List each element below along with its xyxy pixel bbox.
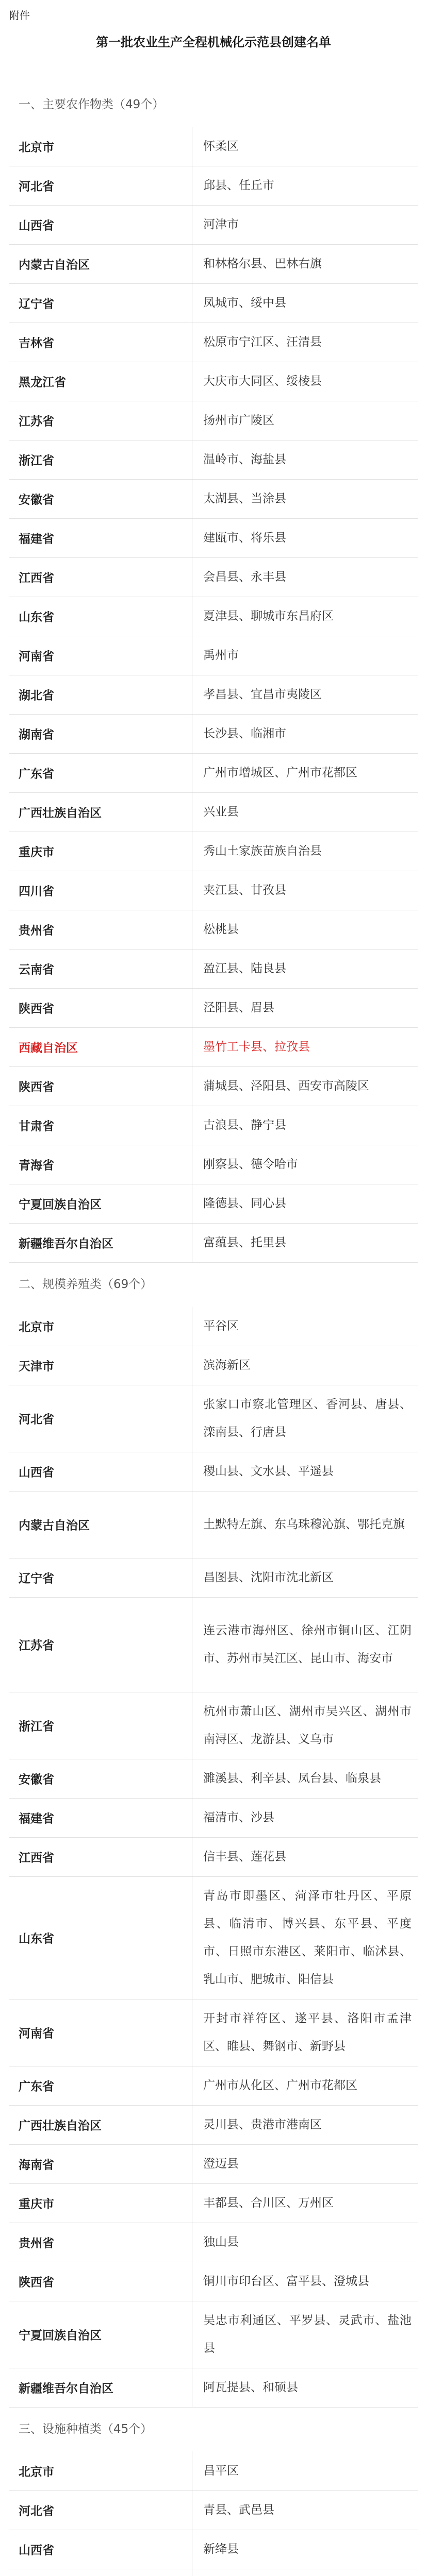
province-name: 江苏省 — [19, 415, 54, 429]
unit-list: 丰都县、合川区、万州区 — [203, 2196, 334, 2210]
table-row — [0, 1066, 427, 1106]
row-divider — [9, 1262, 418, 1263]
province-name: 山东省 — [19, 1932, 54, 1946]
unit-list: 濉溪县、利辛县、凤台县、临泉县 — [203, 1772, 381, 1785]
table-row — [0, 2451, 427, 2490]
table-row — [0, 2368, 427, 2407]
table-row — [0, 2530, 427, 2569]
table-row — [0, 792, 427, 832]
province-name: 福建省 — [19, 1812, 54, 1826]
province-name: 西藏自治区 — [19, 1041, 78, 1055]
table-row — [0, 988, 427, 1027]
table-row — [0, 244, 427, 283]
unit-list: 孝昌县、宜昌市夷陵区 — [203, 688, 322, 701]
table-row — [0, 479, 427, 518]
table-row — [0, 1145, 427, 1184]
province-name: 内蒙古自治区 — [19, 1519, 90, 1533]
table-row — [0, 1307, 427, 1346]
province-name: 陕西省 — [19, 2276, 54, 2290]
table-row — [0, 1876, 427, 1999]
table-row — [0, 871, 427, 910]
province-name: 海南省 — [19, 2158, 54, 2172]
attachment-label: 附件 — [9, 9, 30, 22]
unit-list: 连云港市海州区、徐州市铜山区、江阴市、苏州市吴江区、昆山市、海安市 — [203, 1624, 412, 1665]
table-row — [0, 205, 427, 244]
province-name: 福建省 — [19, 532, 54, 546]
page-title: 第一批农业生产全程机械化示范县创建名单 — [96, 35, 331, 49]
table-row — [0, 127, 427, 166]
unit-list: 秀山土家族苗族自治县 — [203, 844, 322, 858]
table-row — [0, 440, 427, 479]
unit-list: 松原市宁江区、汪清县 — [203, 335, 322, 349]
row-divider — [9, 2407, 418, 2408]
unit-list: 和林格尔县、巴林右旗 — [203, 257, 322, 270]
province-name: 陕西省 — [19, 1080, 54, 1094]
unit-list: 扬州市广陵区 — [203, 414, 274, 427]
table-row — [0, 518, 427, 557]
province-name: 广西壮族自治区 — [19, 806, 102, 820]
table-row — [0, 1027, 427, 1066]
province-name: 黑龙江省 — [19, 376, 66, 389]
table-row — [0, 675, 427, 714]
table-row — [0, 714, 427, 753]
unit-list: 邱县、任丘市 — [203, 179, 274, 192]
section-heading: 二、规模养殖类（69个） — [19, 1278, 153, 1291]
province-name: 甘肃省 — [19, 1120, 54, 1133]
province-name: 山西省 — [19, 2544, 54, 2557]
province-name: 宁夏回族自治区 — [19, 1198, 102, 1212]
province-name: 河北省 — [19, 2504, 54, 2518]
province-name: 重庆市 — [19, 845, 54, 859]
table-row — [0, 1999, 427, 2066]
province-name: 四川省 — [19, 885, 54, 899]
province-name: 湖南省 — [19, 728, 54, 742]
province-name: 山东省 — [19, 611, 54, 624]
unit-list: 隆德县、同心县 — [203, 1197, 286, 1210]
unit-list: 富蕴县、托里县 — [203, 1236, 286, 1249]
table-row — [0, 1759, 427, 1798]
unit-list: 会昌县、永丰县 — [203, 570, 286, 584]
unit-list: 建瓯市、将乐县 — [203, 531, 286, 545]
table-row — [0, 636, 427, 675]
province-name: 广东省 — [19, 767, 54, 781]
province-name: 贵州省 — [19, 924, 54, 938]
table-row — [0, 2066, 427, 2105]
table-row — [0, 323, 427, 362]
unit-list: 墨竹工卡县、拉孜县 — [203, 1040, 310, 1054]
province-name: 辽宁省 — [19, 297, 54, 311]
unit-list: 信丰县、莲花县 — [203, 1850, 286, 1863]
table-row — [0, 557, 427, 597]
unit-list: 阿瓦提县、和硕县 — [203, 2381, 298, 2394]
province-name: 青海省 — [19, 1159, 54, 1173]
province-name: 江苏省 — [19, 1639, 54, 1653]
table-row — [0, 283, 427, 323]
province-name: 江西省 — [19, 1851, 54, 1865]
table-row — [0, 1837, 427, 1876]
province-name: 北京市 — [19, 2465, 54, 2479]
table-row — [0, 2490, 427, 2530]
unit-list: 平谷区 — [203, 1319, 239, 1333]
unit-list: 蒲城县、泾阳县、西安市高陵区 — [203, 1079, 369, 1093]
province-name: 重庆市 — [19, 2197, 54, 2211]
unit-list: 太湖县、当涂县 — [203, 492, 286, 505]
table-row — [0, 2144, 427, 2183]
table-row — [0, 1798, 427, 1837]
table-row — [0, 1491, 427, 1558]
unit-list: 怀柔区 — [203, 140, 239, 153]
unit-list: 夏津县、聊城市东昌府区 — [203, 609, 334, 623]
province-name: 安徽省 — [19, 1773, 54, 1787]
table-row — [0, 2262, 427, 2301]
unit-list: 兴业县 — [203, 805, 239, 819]
table-row — [0, 753, 427, 792]
unit-list: 夹江县、甘孜县 — [203, 884, 286, 897]
unit-list: 泾阳县、眉县 — [203, 1001, 274, 1014]
province-name: 内蒙古自治区 — [19, 258, 90, 272]
table-row — [0, 597, 427, 636]
table-row — [0, 1223, 427, 1262]
table-row — [0, 362, 427, 401]
table-row — [0, 1385, 427, 1452]
unit-list: 禹州市 — [203, 649, 239, 662]
table-row — [0, 832, 427, 871]
province-name: 河北省 — [19, 1413, 54, 1427]
province-name: 北京市 — [19, 1320, 54, 1334]
unit-list: 张家口市察北管理区、香河县、唐县、滦南县、行唐县 — [203, 1398, 412, 1439]
province-name: 云南省 — [19, 963, 54, 977]
unit-list: 滨海新区 — [203, 1359, 251, 1372]
table-row — [0, 2183, 427, 2223]
table-row — [0, 2569, 427, 2576]
unit-list: 刚察县、德令哈市 — [203, 1158, 298, 1171]
table-row — [0, 401, 427, 440]
unit-list: 吴忠市利通区、平罗县、灵武市、盐池县 — [203, 2314, 412, 2355]
province-name: 河北省 — [19, 180, 54, 194]
table-row — [0, 1558, 427, 1597]
table-row — [0, 949, 427, 988]
province-name: 江西省 — [19, 571, 54, 585]
table-row — [0, 1106, 427, 1145]
unit-list: 杭州市萧山区、湖州市吴兴区、湖州市南浔区、龙游县、义乌市 — [203, 1705, 412, 1746]
province-name: 山西省 — [19, 1466, 54, 1480]
province-name: 新疆维吾尔自治区 — [19, 2382, 113, 2396]
table-row — [0, 910, 427, 949]
section-heading: 三、设施种植类（45个） — [19, 2422, 153, 2436]
unit-list: 青县、武邑县 — [203, 2503, 274, 2517]
unit-list: 土默特左旗、东乌珠穆沁旗、鄂托克旗 — [203, 1518, 405, 1531]
unit-list: 广州市从化区、广州市花都区 — [203, 2079, 357, 2092]
table-row — [0, 1346, 427, 1385]
table-row — [0, 1184, 427, 1223]
province-name: 河南省 — [19, 650, 54, 664]
province-name: 吉林省 — [19, 336, 54, 350]
unit-list: 凤城市、绥中县 — [203, 296, 286, 310]
province-name: 宁夏回族自治区 — [19, 2329, 102, 2343]
table-row — [0, 2223, 427, 2262]
table-row — [0, 2105, 427, 2144]
table-row — [0, 2301, 427, 2368]
unit-list: 昌图县、沈阳市沈北新区 — [203, 1571, 334, 1584]
table-row — [0, 166, 427, 205]
unit-list: 广州市增城区、广州市花都区 — [203, 766, 357, 779]
unit-list: 河津市 — [203, 218, 239, 231]
province-name: 辽宁省 — [19, 1572, 54, 1586]
unit-list: 澄迈县 — [203, 2157, 239, 2171]
province-name: 广东省 — [19, 2080, 54, 2094]
unit-list: 稷山县、文水县、平遥县 — [203, 1465, 334, 1478]
province-name: 北京市 — [19, 141, 54, 155]
table-row — [0, 1597, 427, 1692]
province-name: 广西壮族自治区 — [19, 2119, 102, 2133]
table-row — [0, 1452, 427, 1491]
unit-list: 大庆市大同区、绥棱县 — [203, 375, 322, 388]
province-name: 浙江省 — [19, 454, 54, 468]
province-name: 山西省 — [19, 219, 54, 233]
unit-list: 盈江县、陆良县 — [203, 962, 286, 975]
unit-list: 灵川县、贵港市港南区 — [203, 2118, 322, 2131]
unit-list: 福清市、沙县 — [203, 1811, 274, 1824]
province-name: 浙江省 — [19, 1720, 54, 1734]
province-name: 河南省 — [19, 2027, 54, 2041]
province-name: 天津市 — [19, 1360, 54, 1374]
province-name: 陕西省 — [19, 1002, 54, 1016]
unit-list: 长沙县、临湘市 — [203, 727, 286, 740]
province-name: 贵州省 — [19, 2236, 54, 2250]
unit-list: 松桃县 — [203, 923, 239, 936]
unit-list: 青岛市即墨区、菏泽市牡丹区、平原县、临清市、博兴县、东平县、平度市、日照市东港区、莱阳市、临沭县、乳山市、肥城市、阳信县 — [203, 1889, 412, 1986]
unit-list: 铜川市印台区、富平县、澄城县 — [203, 2275, 369, 2288]
unit-list: 独山县 — [203, 2235, 239, 2249]
unit-list: 昌平区 — [203, 2464, 239, 2478]
province-name: 新疆维吾尔自治区 — [19, 1237, 113, 1251]
province-name: 湖北省 — [19, 689, 54, 703]
unit-list: 温岭市、海盐县 — [203, 453, 286, 466]
unit-list: 新绛县 — [203, 2543, 239, 2556]
unit-list: 开封市祥符区、遂平县、洛阳市孟津区、睢县、舞钢市、新野县 — [203, 2012, 412, 2053]
table-row — [0, 1692, 427, 1759]
section-heading: 一、主要农作物类（49个） — [19, 98, 165, 111]
province-name: 安徽省 — [19, 493, 54, 507]
unit-list: 古浪县、静宁县 — [203, 1118, 286, 1132]
